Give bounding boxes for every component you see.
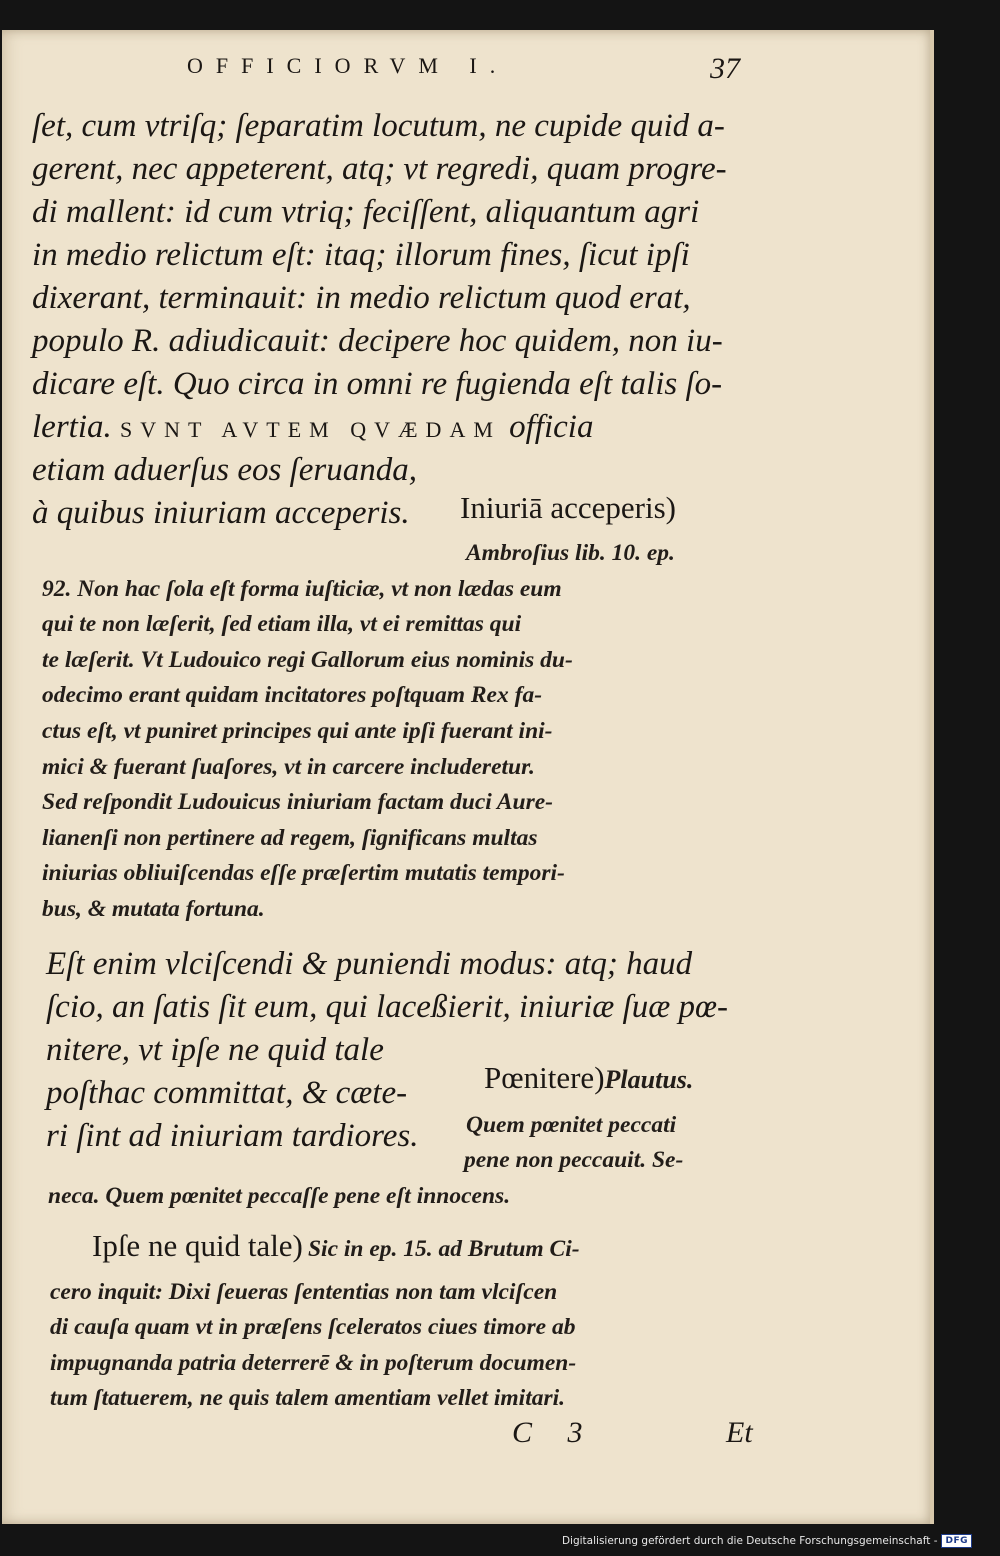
note-heading: Iniuriā acceperis) <box>460 490 677 525</box>
main-line: à quibus iniuriam acceperis. <box>32 495 410 531</box>
main-line: in medio relictum eſt: itaq; illorum fines, ſicut ipſi <box>32 237 690 273</box>
note-line: mici & fuerant ſuaſores, vt in carcere includeretur. <box>42 754 535 780</box>
running-title: OFFICIORVM I. <box>187 53 509 78</box>
main-line: di mallent: id cum vtriq; feciſſent, aliquantum agri <box>32 194 700 230</box>
main-line: etiam aduerſus eos ſeruanda, <box>32 452 417 488</box>
note-line: ctus eſt, vt puniret principes qui ante ipſi fuerant ini- <box>42 718 553 744</box>
note-heading <box>92 1228 580 1268</box>
folio-number: 37 <box>710 52 740 85</box>
note-line: qui te non læſerit, ſed etiam illa, vt ei remittas qui <box>42 611 522 637</box>
digitization-credit <box>562 1534 972 1548</box>
note-line: tum ſtatuerem, ne quis talem amentiam vellet imitari. <box>50 1385 566 1411</box>
note-heading <box>484 1060 693 1098</box>
note-line: te læſerit. Vt Ludouico regi Gallorum eius nominis du- <box>42 647 573 673</box>
note-heading-label: Ipſe ne quid tale) <box>92 1228 303 1263</box>
main-line-tail: officia <box>509 409 594 445</box>
main-line: ſet, cum vtriſq; ſeparatim locutum, ne cupide quid a- <box>32 108 725 144</box>
main-line: dixerant, terminauit: in medio relictum quod erat, <box>32 280 691 316</box>
signature-mark: C 3 <box>512 1416 597 1449</box>
note-line: pene non peccauit. Se- <box>464 1147 684 1173</box>
credit-text: Digitalisierung gefördert durch die Deutsche Forschungsgemeinschaft - <box>561 1535 938 1547</box>
main-line: nitere, vt ipſe ne quid tale <box>46 1032 384 1068</box>
note-line: cero inquit: Dixi ſeueras ſententias non tam vlciſcen <box>50 1279 558 1305</box>
note-heading-label: Pœnitere) <box>484 1060 605 1095</box>
note-line: iniurias obliuiſcendas eſſe præſertim mutatis tempori- <box>42 860 565 886</box>
main-line: Eſt enim vlciſcendi & puniendi modus: atq; haud <box>46 946 693 982</box>
main-line: populo R. adiudicauit: decipere hoc quidem, non iu- <box>32 323 723 359</box>
note-line: lianenſi non pertinere ad regem, ſignificans multas <box>42 825 538 851</box>
catchword: Et <box>726 1416 753 1449</box>
note-line: di cauſa quam vt in præſens ſceleratos ciues timore ab <box>50 1314 576 1340</box>
note-heading-tail: Plautus. <box>604 1065 694 1094</box>
note-line: 92. Non hac ſola eſt forma iuſticiæ, vt non lædas eum <box>42 576 562 602</box>
main-line: ſcio, an ſatis ſit eum, qui laceßierit, iniuriæ ſuæ pœ- <box>46 989 728 1025</box>
note-line: odecimo erant quidam incitatores poſtquam Rex fa- <box>42 682 543 708</box>
note-line: Ambroſius lib. 10. ep. <box>466 540 675 566</box>
main-line: ri ſint ad iniuriam tardiores. <box>46 1118 419 1154</box>
main-line: poſthac committat, & cæte- <box>46 1075 408 1111</box>
page-edge <box>930 30 934 1524</box>
dfg-logo: DFG <box>941 1534 972 1548</box>
main-line: dicare eſt. Quo circa in omni re fugienda eſt talis ſo- <box>32 366 723 402</box>
note-line: bus, & mutata fortuna. <box>42 896 265 922</box>
note-heading-tail: Sic in ep. 15. ad Brutum Ci- <box>307 1236 580 1262</box>
note-line: Quem pœnitet peccati <box>466 1112 677 1138</box>
main-line-italic: lertia. <box>32 409 112 445</box>
note-line: neca. Quem pœnitet peccaſſe pene eſt innocens. <box>48 1183 511 1209</box>
note-line: Sed reſpondit Ludouicus iniuriam factam duci Aure- <box>42 789 553 815</box>
smallcaps-phrase: SVNT AVTEM QVÆDAM <box>120 417 501 442</box>
main-line: gerent, nec appeterent, atq; vt regredi, quam progre- <box>32 151 727 187</box>
main-line-smallcaps <box>32 406 593 452</box>
note-line: impugnanda patria deterrerē & in poſterum documen- <box>50 1350 577 1376</box>
